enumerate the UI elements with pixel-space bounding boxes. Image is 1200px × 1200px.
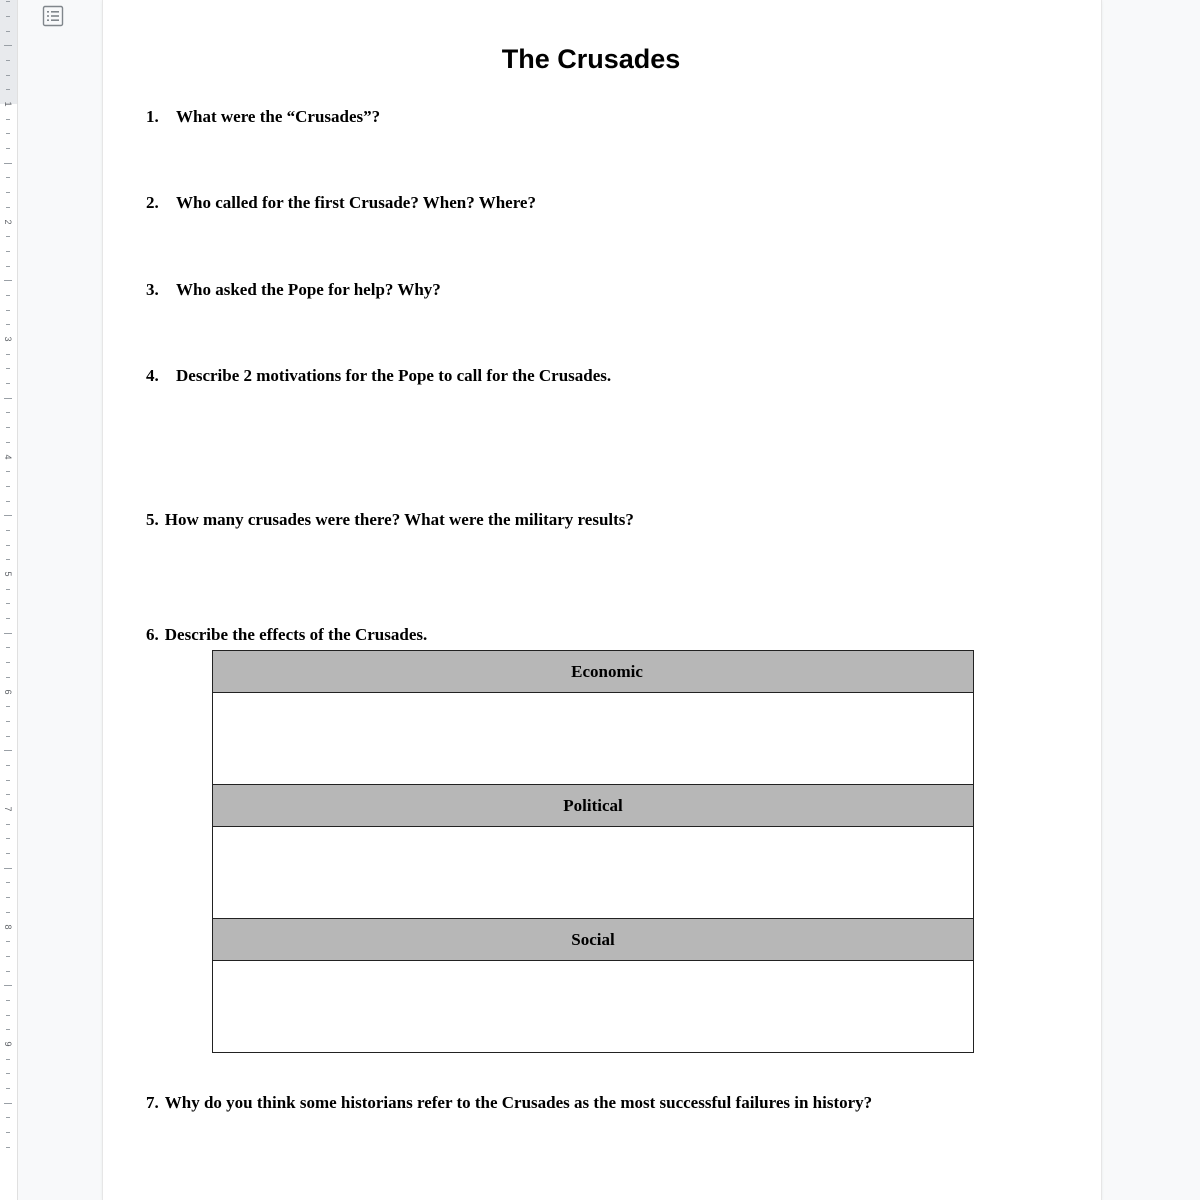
ruler-tick	[6, 1147, 10, 1148]
ruler-tick	[6, 133, 10, 134]
question-1	[146, 107, 380, 127]
question-number: 6.	[146, 625, 159, 644]
question-number: 2.	[146, 193, 159, 212]
header-label: Social	[571, 929, 615, 949]
ruler-tick	[6, 677, 10, 678]
question-4	[146, 366, 611, 386]
ruler-tick	[6, 354, 10, 355]
table-header-social[interactable]	[213, 919, 974, 961]
ruler-tick	[6, 545, 10, 546]
ruler-tick	[6, 1132, 10, 1133]
ruler-tick	[6, 1015, 10, 1016]
ruler-tick	[6, 148, 10, 149]
ruler-tick	[6, 853, 10, 854]
effects-table	[212, 650, 974, 1053]
ruler-tick	[6, 89, 10, 90]
question-number: 5.	[146, 510, 159, 529]
ruler-tick	[6, 266, 10, 267]
ruler-tick	[6, 1117, 10, 1118]
ruler-number: 1	[3, 101, 13, 107]
question-number: 7.	[146, 1093, 159, 1112]
ruler-tick	[6, 662, 10, 663]
document-page[interactable]	[103, 0, 1101, 1200]
ruler-tick	[6, 941, 10, 942]
ruler-tick	[4, 750, 12, 751]
ruler-tick	[6, 486, 10, 487]
economic-answer-cell[interactable]	[213, 693, 974, 785]
ruler-tick	[6, 956, 10, 957]
ruler-tick	[6, 207, 10, 208]
document-outline-icon	[42, 5, 64, 27]
document-title: The Crusades	[501, 44, 681, 74]
question-5	[146, 510, 634, 530]
ruler-tick	[4, 1103, 12, 1104]
ruler-tick	[6, 16, 10, 17]
ruler-number: 4	[3, 453, 13, 459]
ruler-number: 3	[3, 336, 13, 342]
ruler-tick	[6, 897, 10, 898]
ruler-tick	[6, 1088, 10, 1089]
question-number: 1.	[146, 107, 159, 126]
ruler-tick	[6, 912, 10, 913]
ruler-number: 6	[3, 688, 13, 694]
ruler-tick	[4, 280, 12, 281]
ruler-tick	[4, 985, 12, 986]
ruler-tick	[6, 471, 10, 472]
table-header-economic[interactable]	[213, 651, 974, 693]
question-6	[146, 625, 427, 645]
ruler-number: 2	[3, 218, 13, 224]
ruler-tick	[6, 824, 10, 825]
question-text: How many crusades were there? What were the military results?	[164, 510, 634, 529]
ruler-tick	[6, 1000, 10, 1001]
ruler-tick	[6, 736, 10, 737]
ruler-tick	[6, 295, 10, 296]
ruler-tick	[6, 589, 10, 590]
ruler-tick	[6, 427, 10, 428]
ruler-tick	[6, 559, 10, 560]
question-number: 3.	[146, 280, 159, 299]
ruler-tick	[6, 780, 10, 781]
political-answer-cell[interactable]	[213, 827, 974, 919]
ruler-tick	[6, 501, 10, 502]
ruler-tick	[6, 119, 10, 120]
ruler-tick	[6, 838, 10, 839]
ruler-tick	[6, 236, 10, 237]
question-text: Who called for the first Crusade? When? Where?	[176, 193, 536, 212]
ruler-number: 5	[3, 571, 13, 577]
ruler-tick	[6, 310, 10, 311]
ruler-tick	[4, 868, 12, 869]
ruler-tick	[4, 163, 12, 164]
question-text: Why do you think some historians refer to the Crusades as the most successful failures in history?	[164, 1093, 873, 1112]
ruler-tick	[6, 177, 10, 178]
table-header-political[interactable]	[213, 785, 974, 827]
ruler-tick	[4, 515, 12, 516]
ruler-tick	[6, 31, 10, 32]
ruler-tick	[6, 1059, 10, 1060]
ruler-tick	[6, 324, 10, 325]
question-text: Describe the effects of the Crusades.	[164, 625, 428, 644]
ruler-number: 8	[3, 923, 13, 929]
question-number: 4.	[146, 366, 159, 385]
ruler-tick	[6, 721, 10, 722]
question-text: Who asked the Pope for help? Why?	[176, 280, 441, 299]
ruler-tick	[6, 192, 10, 193]
ruler-number: 9	[3, 1041, 13, 1047]
question-3	[146, 280, 441, 300]
question-text: Describe 2 motivations for the Pope to call for the Crusades.	[176, 366, 612, 385]
ruler-tick	[6, 1029, 10, 1030]
ruler-tick	[6, 383, 10, 384]
ruler-tick	[4, 45, 12, 46]
ruler-tick	[6, 882, 10, 883]
ruler-tick	[6, 75, 10, 76]
ruler-tick	[4, 398, 12, 399]
ruler-tick	[6, 706, 10, 707]
document-outline-button[interactable]	[42, 5, 64, 27]
header-label: Economic	[571, 661, 643, 681]
ruler-tick	[6, 794, 10, 795]
ruler-tick	[6, 251, 10, 252]
ruler-tick	[4, 633, 12, 634]
ruler-tick	[6, 530, 10, 531]
header-label: Political	[563, 795, 623, 815]
ruler-tick	[6, 971, 10, 972]
question-2	[146, 193, 536, 213]
question-text: What were the “Crusades”?	[176, 107, 381, 126]
ruler-tick	[6, 412, 10, 413]
ruler-tick	[6, 647, 10, 648]
ruler-tick	[6, 618, 10, 619]
ruler-tick	[6, 1, 10, 2]
ruler-number: 7	[3, 806, 13, 812]
ruler-tick	[6, 765, 10, 766]
ruler-tick	[6, 603, 10, 604]
vertical-ruler[interactable]	[0, 0, 18, 1200]
ruler-tick	[6, 368, 10, 369]
ruler-tick	[6, 1073, 10, 1074]
ruler-tick	[6, 442, 10, 443]
ruler-tick	[6, 60, 10, 61]
question-7	[146, 1093, 872, 1113]
social-answer-cell[interactable]	[213, 961, 974, 1053]
